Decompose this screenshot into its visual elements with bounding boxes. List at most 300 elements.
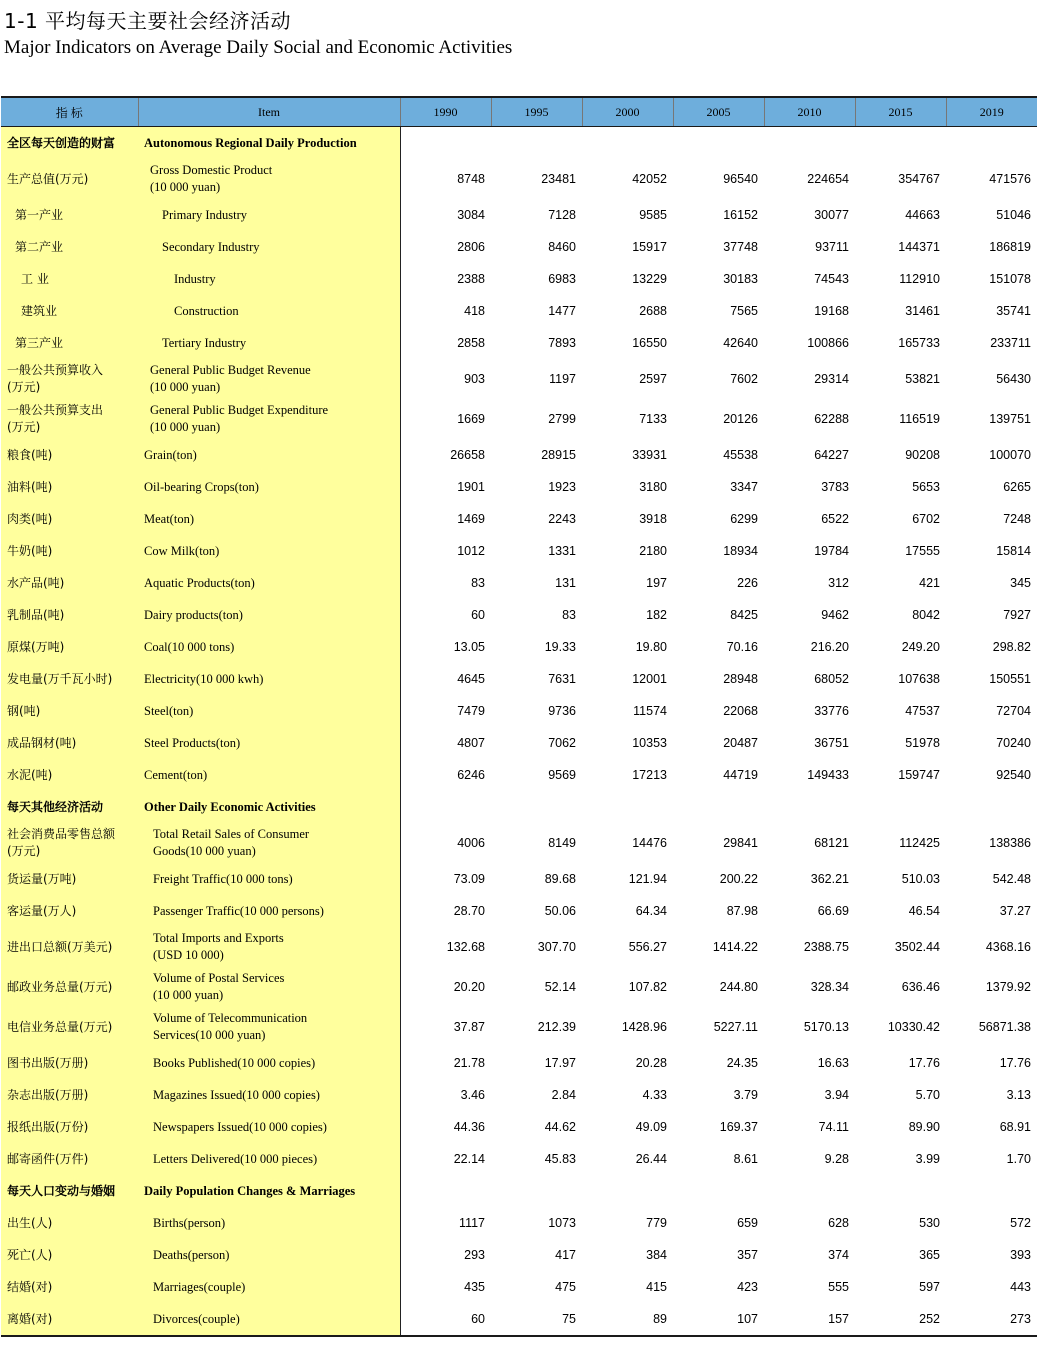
row-label-en: Divorces(couple) xyxy=(138,1303,400,1336)
data-cell: 44663 xyxy=(905,208,940,222)
data-cell: 92540 xyxy=(996,768,1031,782)
row-label-en: Secondary Industry xyxy=(138,231,400,263)
data-cell: 20.28 xyxy=(635,1056,667,1070)
data-cell: 2.84 xyxy=(551,1088,576,1102)
data-cell: 7062 xyxy=(548,736,576,750)
table-row xyxy=(1,895,1037,927)
data-cell: 3180 xyxy=(639,480,667,494)
data-cell: 6265 xyxy=(1003,480,1031,494)
data-cell: 33776 xyxy=(814,704,849,718)
data-cell xyxy=(946,1175,1037,1207)
data-cell: 17213 xyxy=(632,768,667,782)
data-cell: 7893 xyxy=(548,336,576,350)
data-cell: 20487 xyxy=(723,736,758,750)
table-row xyxy=(1,663,1037,695)
table-row xyxy=(1,759,1037,791)
data-cell: 60 xyxy=(400,1303,491,1336)
data-cell: 1197 xyxy=(549,372,576,386)
row-label-en: Books Published(10 000 copies) xyxy=(138,1047,400,1079)
table-row xyxy=(1,823,1037,863)
data-cell: 74543 xyxy=(814,272,849,286)
row-label-en: General Public Budget Expenditure (10 000 yuan) xyxy=(138,399,400,439)
data-cell: 89.68 xyxy=(544,872,576,886)
data-cell: 90208 xyxy=(905,448,940,462)
data-cell: 107638 xyxy=(898,672,940,686)
data-cell: 14476 xyxy=(632,836,667,850)
data-cell: 62288 xyxy=(814,412,849,426)
data-cell: 6522 xyxy=(821,512,849,526)
data-cell: 556.27 xyxy=(628,940,667,954)
data-cell: 636.46 xyxy=(901,980,940,994)
row-label-cn: 水泥(吨) xyxy=(1,759,138,791)
data-cell xyxy=(855,791,946,823)
data-cell: 150551 xyxy=(989,672,1031,686)
data-cell: 44.62 xyxy=(544,1120,576,1134)
data-cell: 4807 xyxy=(457,736,485,750)
data-cell: 16550 xyxy=(632,336,667,350)
data-cell: 3084 xyxy=(457,208,485,222)
section-row xyxy=(1,127,1037,160)
data-cell: 29841 xyxy=(723,836,758,850)
row-label-en: Letters Delivered(10 000 pieces) xyxy=(138,1143,400,1175)
header-year: 2010 xyxy=(764,97,855,127)
data-cell: 53821 xyxy=(905,372,940,386)
data-cell: 345 xyxy=(1010,576,1031,590)
data-cell: 18934 xyxy=(723,544,758,558)
data-cell: 423 xyxy=(737,1280,758,1294)
row-label-cn: 邮寄函件(万件) xyxy=(1,1143,138,1175)
data-cell: 597 xyxy=(919,1280,940,1294)
data-cell: 13.05 xyxy=(453,640,485,654)
data-cell: 5.70 xyxy=(915,1088,940,1102)
header-row xyxy=(1,97,1037,127)
row-label-en: Oil-bearing Crops(ton) xyxy=(138,471,400,503)
data-cell: 151078 xyxy=(989,272,1031,286)
data-cell: 362.21 xyxy=(810,872,849,886)
data-cell: 28915 xyxy=(541,448,576,462)
data-cell: 384 xyxy=(646,1248,667,1262)
data-cell: 7631 xyxy=(548,672,576,686)
row-label-cn: 死亡(人) xyxy=(1,1239,138,1271)
data-cell: 7927 xyxy=(1003,608,1031,622)
data-cell: 47537 xyxy=(905,704,940,718)
data-cell: 779 xyxy=(646,1216,667,1230)
data-cell: 31461 xyxy=(905,304,940,318)
data-cell xyxy=(764,1175,855,1207)
data-cell: 17.76 xyxy=(999,1056,1031,1070)
row-label-cn: 一般公共预算支出 (万元) xyxy=(1,399,138,439)
data-cell: 312 xyxy=(828,576,849,590)
data-cell: 70240 xyxy=(996,736,1031,750)
data-cell: 64227 xyxy=(814,448,849,462)
data-cell: 8748 xyxy=(457,172,485,186)
data-cell: 36751 xyxy=(814,736,849,750)
row-label-cn: 货运量(万吨) xyxy=(1,863,138,895)
data-cell: 1923 xyxy=(548,480,576,494)
data-cell: 443 xyxy=(1010,1280,1031,1294)
data-cell: 64.34 xyxy=(635,904,667,918)
data-cell: 68121 xyxy=(814,836,849,850)
data-cell: 121.94 xyxy=(628,872,667,886)
data-cell: 6299 xyxy=(730,512,758,526)
data-cell: 87.98 xyxy=(726,904,758,918)
data-cell: 471576 xyxy=(989,172,1031,186)
data-cell: 2799 xyxy=(548,412,576,426)
data-cell: 1379.92 xyxy=(985,980,1031,994)
data-cell: 1901 xyxy=(457,480,485,494)
data-cell: 6246 xyxy=(457,768,485,782)
data-cell xyxy=(491,791,582,823)
row-label-en: Total Retail Sales of Consumer Goods(10 000 yuan) xyxy=(138,823,400,863)
data-cell: 435 xyxy=(464,1280,485,1294)
row-label-cn: 牛奶(吨) xyxy=(1,535,138,567)
data-cell: 37748 xyxy=(723,240,758,254)
row-label-cn: 一般公共预算收入 (万元) xyxy=(1,359,138,399)
data-cell xyxy=(582,127,673,160)
data-cell: 50.06 xyxy=(544,904,576,918)
data-cell xyxy=(400,791,491,823)
data-cell: 2858 xyxy=(457,336,485,350)
table-row xyxy=(1,1239,1037,1271)
data-cell: 28948 xyxy=(723,672,758,686)
data-cell: 42052 xyxy=(632,172,667,186)
header-year: 1990 xyxy=(400,97,491,127)
data-cell xyxy=(400,1175,491,1207)
row-label-cn: 成品钢材(吨) xyxy=(1,727,138,759)
data-cell: 418 xyxy=(464,304,485,318)
table-row xyxy=(1,1047,1037,1079)
table-body xyxy=(1,127,1037,1337)
row-label-en: Grain(ton) xyxy=(138,439,400,471)
data-cell: 26658 xyxy=(450,448,485,462)
row-label-cn: 建筑业 xyxy=(1,295,138,327)
table-row xyxy=(1,1111,1037,1143)
data-cell: 112910 xyxy=(899,272,940,286)
row-label-cn: 全区每天创造的财富 xyxy=(1,127,138,160)
row-label-en: Magazines Issued(10 000 copies) xyxy=(138,1079,400,1111)
data-cell: 17.76 xyxy=(908,1056,940,1070)
data-cell xyxy=(673,127,764,160)
table-row xyxy=(1,863,1037,895)
data-cell: 19.33 xyxy=(544,640,576,654)
row-label-en: Volume of Postal Services (10 000 yuan) xyxy=(138,967,400,1007)
row-label-cn: 电信业务总量(万元) xyxy=(1,1007,138,1047)
data-cell: 44719 xyxy=(723,768,758,782)
data-cell: 75 xyxy=(491,1303,582,1336)
row-label-cn: 工 业 xyxy=(1,263,138,295)
data-cell: 19784 xyxy=(814,544,849,558)
section-row xyxy=(1,791,1037,823)
data-cell: 1331 xyxy=(548,544,576,558)
table-row xyxy=(1,231,1037,263)
data-cell: 5227.11 xyxy=(713,1020,758,1034)
table-row xyxy=(1,471,1037,503)
row-label-en: Cement(ton) xyxy=(138,759,400,791)
data-cell: 24.35 xyxy=(726,1056,758,1070)
data-cell: 200.22 xyxy=(719,872,758,886)
data-cell: 7133 xyxy=(639,412,667,426)
data-cell: 15814 xyxy=(996,544,1031,558)
data-cell: 357 xyxy=(737,1248,758,1262)
row-label-cn: 图书出版(万册) xyxy=(1,1047,138,1079)
data-cell: 131 xyxy=(555,576,576,590)
row-label-cn: 出生(人) xyxy=(1,1207,138,1239)
row-label-cn: 原煤(万吨) xyxy=(1,631,138,663)
table-row xyxy=(1,535,1037,567)
data-cell: 20126 xyxy=(723,412,758,426)
table-row xyxy=(1,599,1037,631)
data-cell: 475 xyxy=(555,1280,576,1294)
data-cell: 17.97 xyxy=(544,1056,576,1070)
data-cell: 4.33 xyxy=(642,1088,667,1102)
data-cell: 542.48 xyxy=(992,872,1031,886)
header-item-cn: 指 标 xyxy=(1,97,138,127)
data-cell: 3.79 xyxy=(733,1088,758,1102)
data-cell: 96540 xyxy=(723,172,758,186)
table-row xyxy=(1,295,1037,327)
data-cell: 21.78 xyxy=(453,1056,485,1070)
data-cell: 10330.42 xyxy=(887,1020,940,1034)
header-year: 2000 xyxy=(582,97,673,127)
table-row xyxy=(1,327,1037,359)
data-cell: 51978 xyxy=(905,736,940,750)
data-cell: 116519 xyxy=(899,412,940,426)
data-cell xyxy=(582,791,673,823)
table-row xyxy=(1,503,1037,535)
data-cell: 8.61 xyxy=(733,1152,758,1166)
data-cell: 4645 xyxy=(457,672,485,686)
data-cell: 29314 xyxy=(814,372,849,386)
data-cell: 107.82 xyxy=(628,980,667,994)
data-cell: 2597 xyxy=(639,372,667,386)
data-cell: 33931 xyxy=(632,448,667,462)
row-label-cn: 社会消费品零售总额 (万元) xyxy=(1,823,138,863)
data-cell: 83 xyxy=(562,608,576,622)
header-year: 2015 xyxy=(855,97,946,127)
data-cell: 182 xyxy=(646,608,667,622)
header-year: 2019 xyxy=(946,97,1037,127)
row-label-en: Gross Domestic Product (10 000 yuan) xyxy=(138,159,400,199)
row-label-en: Passenger Traffic(10 000 persons) xyxy=(138,895,400,927)
data-cell: 89 xyxy=(582,1303,673,1336)
data-cell: 44.36 xyxy=(453,1120,485,1134)
row-label-cn: 第三产业 xyxy=(1,327,138,359)
data-cell: 73.09 xyxy=(453,872,485,886)
table-title-english: Major Indicators on Average Daily Social and Economic Activities xyxy=(4,37,513,58)
data-cell xyxy=(582,1175,673,1207)
data-cell: 22068 xyxy=(723,704,758,718)
data-cell: 572 xyxy=(1010,1216,1031,1230)
row-label-en: Meat(ton) xyxy=(138,503,400,535)
data-cell: 9462 xyxy=(821,608,849,622)
table-row xyxy=(1,1303,1037,1336)
data-cell: 52.14 xyxy=(544,980,576,994)
data-cell: 1428.96 xyxy=(621,1020,667,1034)
data-cell: 66.69 xyxy=(817,904,849,918)
data-cell: 12001 xyxy=(632,672,667,686)
data-cell: 628 xyxy=(828,1216,849,1230)
data-cell: 298.82 xyxy=(992,640,1031,654)
data-cell: 224654 xyxy=(807,172,849,186)
data-cell: 244.80 xyxy=(719,980,758,994)
table-row xyxy=(1,159,1037,199)
data-cell: 1073 xyxy=(548,1216,576,1230)
data-cell: 10353 xyxy=(632,736,667,750)
data-cell: 169.37 xyxy=(719,1120,758,1134)
row-label-en: General Public Budget Revenue (10 000 yuan) xyxy=(138,359,400,399)
row-label-en: Dairy products(ton) xyxy=(138,599,400,631)
data-cell: 20.20 xyxy=(453,980,485,994)
data-cell: 56430 xyxy=(996,372,1031,386)
data-cell: 42640 xyxy=(723,336,758,350)
data-cell: 1012 xyxy=(457,544,485,558)
data-cell: 903 xyxy=(464,372,485,386)
statistics-table xyxy=(1,96,1037,1337)
data-cell: 252 xyxy=(855,1303,946,1336)
table-row xyxy=(1,631,1037,663)
data-cell: 149433 xyxy=(807,768,849,782)
data-cell: 417 xyxy=(555,1248,576,1262)
data-cell: 60 xyxy=(471,608,485,622)
data-cell: 51046 xyxy=(996,208,1031,222)
data-cell: 3918 xyxy=(639,512,667,526)
row-label-en: Coal(10 000 tons) xyxy=(138,631,400,663)
data-cell: 249.20 xyxy=(901,640,940,654)
data-cell: 165733 xyxy=(898,336,940,350)
data-cell: 17555 xyxy=(905,544,940,558)
data-cell: 3.13 xyxy=(1006,1088,1031,1102)
data-cell: 212.39 xyxy=(537,1020,576,1034)
data-cell: 9585 xyxy=(639,208,667,222)
data-cell: 2688 xyxy=(639,304,667,318)
data-cell: 7128 xyxy=(548,208,576,222)
data-cell: 100070 xyxy=(989,448,1031,462)
row-label-cn: 每天其他经济活动 xyxy=(1,791,138,823)
row-label-cn: 钢(吨) xyxy=(1,695,138,727)
data-cell: 72704 xyxy=(996,704,1031,718)
data-cell: 7248 xyxy=(1003,512,1031,526)
data-cell: 68052 xyxy=(814,672,849,686)
data-cell: 8425 xyxy=(730,608,758,622)
data-cell: 68.91 xyxy=(999,1120,1031,1134)
data-cell xyxy=(764,127,855,160)
data-cell: 530 xyxy=(919,1216,940,1230)
data-cell: 1477 xyxy=(548,304,576,318)
data-cell: 19.80 xyxy=(635,640,667,654)
data-cell: 49.09 xyxy=(635,1120,667,1134)
table-row xyxy=(1,727,1037,759)
table-row xyxy=(1,927,1037,967)
row-label-cn: 报纸出版(万份) xyxy=(1,1111,138,1143)
row-label-cn: 第二产业 xyxy=(1,231,138,263)
data-cell: 7565 xyxy=(730,304,758,318)
data-cell: 45538 xyxy=(723,448,758,462)
row-label-en: Cow Milk(ton) xyxy=(138,535,400,567)
row-label-cn: 第一产业 xyxy=(1,199,138,231)
data-cell: 37.87 xyxy=(453,1020,485,1034)
data-cell: 3502.44 xyxy=(894,940,940,954)
row-label-en: Marriages(couple) xyxy=(138,1271,400,1303)
row-label-cn: 邮政业务总量(万元) xyxy=(1,967,138,1007)
data-cell: 1117 xyxy=(459,1216,485,1230)
data-cell: 415 xyxy=(646,1280,667,1294)
row-label-cn: 每天人口变动与婚姻 xyxy=(1,1175,138,1207)
row-label-cn: 杂志出版(万册) xyxy=(1,1079,138,1111)
row-label-en: Newspapers Issued(10 000 copies) xyxy=(138,1111,400,1143)
data-cell xyxy=(946,791,1037,823)
header-year: 1995 xyxy=(491,97,582,127)
data-cell: 9.28 xyxy=(824,1152,849,1166)
table-row xyxy=(1,1271,1037,1303)
row-label-en: Steel(ton) xyxy=(138,695,400,727)
data-cell: 4006 xyxy=(457,836,485,850)
row-label-en: Primary Industry xyxy=(138,199,400,231)
data-cell: 22.14 xyxy=(453,1152,485,1166)
data-cell: 9736 xyxy=(548,704,576,718)
data-cell: 273 xyxy=(946,1303,1037,1336)
data-cell: 1469 xyxy=(457,512,485,526)
data-cell: 233711 xyxy=(990,336,1031,350)
data-cell: 659 xyxy=(737,1216,758,1230)
row-label-cn: 生产总值(万元) xyxy=(1,159,138,199)
data-cell: 28.70 xyxy=(453,904,485,918)
data-cell: 2388.75 xyxy=(803,940,849,954)
data-cell: 19168 xyxy=(814,304,849,318)
row-label-en: Tertiary Industry xyxy=(138,327,400,359)
row-label-cn: 油料(吨) xyxy=(1,471,138,503)
data-cell: 37.27 xyxy=(999,904,1031,918)
table-row xyxy=(1,1143,1037,1175)
data-cell: 328.34 xyxy=(810,980,849,994)
data-cell xyxy=(491,1175,582,1207)
data-cell: 157 xyxy=(764,1303,855,1336)
data-cell: 216.20 xyxy=(810,640,849,654)
data-cell: 107 xyxy=(673,1303,764,1336)
data-cell: 6702 xyxy=(912,512,940,526)
data-cell: 45.83 xyxy=(544,1152,576,1166)
table-title-chinese: 1-1 平均每天主要社会经济活动 xyxy=(4,9,292,33)
row-label-cn: 进出口总额(万美元) xyxy=(1,927,138,967)
data-cell: 3783 xyxy=(821,480,849,494)
data-cell: 138386 xyxy=(989,836,1031,850)
row-label-en: Daily Population Changes & Marriages xyxy=(138,1175,400,1207)
data-cell: 354767 xyxy=(898,172,940,186)
data-cell: 112425 xyxy=(899,836,940,850)
data-cell: 74.11 xyxy=(818,1120,849,1134)
row-label-en: Volume of Telecommunication Services(10 000 yuan) xyxy=(138,1007,400,1047)
data-cell: 139751 xyxy=(989,412,1031,426)
table-row xyxy=(1,967,1037,1007)
data-cell: 93711 xyxy=(815,240,849,254)
data-cell: 4368.16 xyxy=(985,940,1031,954)
data-cell: 9569 xyxy=(548,768,576,782)
data-cell: 13229 xyxy=(632,272,667,286)
data-cell: 307.70 xyxy=(537,940,576,954)
data-cell: 3347 xyxy=(730,480,758,494)
row-label-en: Industry xyxy=(138,263,400,295)
row-label-en: Steel Products(ton) xyxy=(138,727,400,759)
data-cell: 23481 xyxy=(541,172,576,186)
data-cell: 8042 xyxy=(912,608,940,622)
row-label-en: Construction xyxy=(138,295,400,327)
data-cell: 5653 xyxy=(912,480,940,494)
data-cell: 555 xyxy=(828,1280,849,1294)
data-cell: 2388 xyxy=(457,272,485,286)
data-cell: 8460 xyxy=(548,240,576,254)
data-cell: 2180 xyxy=(639,544,667,558)
row-label-cn: 发电量(万千瓦小时) xyxy=(1,663,138,695)
table-row xyxy=(1,1007,1037,1047)
